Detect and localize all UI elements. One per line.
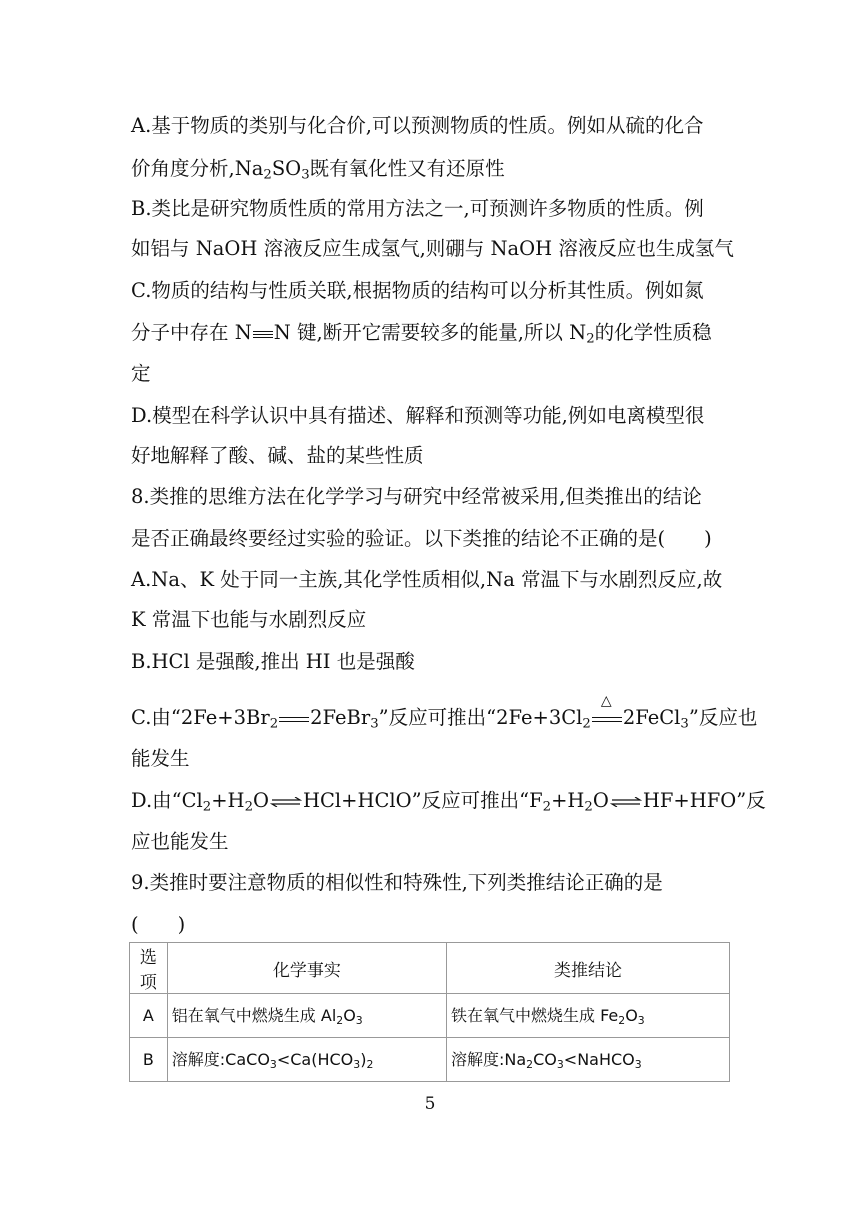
table-cell [167, 994, 446, 1038]
table-row [130, 1038, 730, 1082]
text-run: O [343, 1006, 356, 1026]
question-9-stem: 9.类推时要注意物质的相似性和特殊性,下列类推结论正确的是 [131, 871, 663, 894]
subscript: 3 [355, 1014, 363, 1028]
text-run: 铝在氧气中燃烧生成 Al [171, 1006, 337, 1026]
options-table [129, 942, 730, 1082]
text-line: 是否正确最终要经过实验的验证。以下类推的结论不正确的是( ) [131, 527, 712, 550]
table-cell: B [130, 1038, 168, 1082]
subscript: 2 [618, 1014, 626, 1028]
text-line [131, 788, 766, 821]
subscript: 2 [582, 716, 591, 732]
text-line [131, 320, 712, 353]
subscript: 2 [202, 799, 212, 815]
text-run: HF+HFO”反 [642, 789, 766, 812]
table-header-row [130, 943, 730, 994]
text-run: CO [533, 1050, 557, 1070]
text-run: ”反应可推出“2Fe+3Cl [378, 706, 583, 729]
text-run: O [625, 1006, 638, 1026]
text-run: ”反应也 [688, 706, 758, 729]
text-run: 价角度分析,Na [131, 157, 264, 180]
subscript: 2 [526, 1058, 534, 1072]
question-8-stem: 8.类推的思维方法在化学学习与研究中经常被采用,但类推出的结论 [131, 485, 702, 508]
text-run: 分子中存在 N [131, 321, 252, 344]
text-line [131, 156, 505, 189]
triple-bond-symbol [253, 329, 273, 339]
table-cell [447, 994, 730, 1038]
text-line: C.物质的结构与性质关联,根据物质的结构可以分析其性质。例如氮 [131, 279, 704, 302]
text-run: <Ca(HCO [276, 1050, 354, 1070]
equals-sign [279, 714, 309, 724]
text-run: 铁在氧气中燃烧生成 Fe [451, 1006, 619, 1026]
text-run: 2FeBr [310, 706, 371, 729]
text-run: O [253, 789, 269, 812]
table-row [130, 994, 730, 1038]
text-line: B.HCl 是强酸,推出 HI 也是强酸 [131, 650, 415, 673]
subscript: 3 [269, 1058, 277, 1072]
text-run: N 键,断开它需要较多的能量,所以 N [273, 321, 587, 344]
text-line: D.模型在科学认识中具有描述、解释和预测等功能,例如电离模型很 [131, 404, 705, 427]
page-number: 5 [424, 1094, 436, 1114]
subscript: 3 [634, 1058, 642, 1072]
subscript: 3 [680, 716, 689, 732]
subscript: 3 [637, 1014, 645, 1028]
table-header: 化学事实 [167, 943, 446, 994]
subscript: 2 [269, 716, 279, 732]
subscript: 3 [353, 1058, 361, 1072]
subscript: 2 [263, 167, 272, 183]
subscript: 3 [556, 1058, 564, 1072]
text-line: K 常温下也能与水剧烈反应 [131, 608, 367, 631]
table-cell: A [130, 994, 168, 1038]
text-line: 定 [131, 362, 151, 385]
text-run: C.由“2Fe+3Br [131, 706, 270, 729]
table-header: 选项 [130, 943, 168, 994]
heat-triangle-icon: △ [600, 692, 612, 709]
subscript: 2 [366, 1058, 374, 1072]
text-run: ) [360, 1050, 367, 1070]
text-line: ( ) [131, 913, 186, 936]
reversible-arrow-icon [610, 797, 642, 807]
subscript: 2 [584, 799, 593, 815]
text-line [131, 692, 758, 738]
text-run: +H [551, 789, 585, 812]
table-cell [447, 1038, 730, 1082]
subscript: 2 [586, 331, 595, 347]
text-line: B.类比是研究物质性质的常用方法之一,可预测许多物质的性质。例 [131, 197, 704, 220]
text-run: HCl+HClO”反应可推出“F [303, 789, 543, 812]
subscript: 2 [542, 799, 552, 815]
text-line: A.基于物质的类别与化合价,可以预测物质的性质。例如从硫的化合 [131, 114, 704, 137]
subscript: 2 [244, 799, 253, 815]
text-run: +H [211, 789, 245, 812]
text-line: 好地解释了酸、碱、盐的某些性质 [131, 444, 424, 467]
text-line: 应也能发生 [131, 830, 229, 853]
table-header: 类推结论 [447, 943, 730, 994]
text-run: 溶解度:Na [451, 1050, 527, 1070]
text-run: <NaHCO [563, 1050, 635, 1070]
text-run: O [592, 789, 609, 812]
text-run: 既有氧化性又有还原性 [309, 157, 505, 180]
table-cell [167, 1038, 446, 1082]
subscript: 2 [336, 1014, 344, 1028]
subscript: 3 [370, 716, 379, 732]
reversible-arrow-icon [270, 797, 302, 807]
text-line: 如铝与 NaOH 溶液反应生成氢气,则硼与 NaOH 溶液反应也生成氢气 [131, 237, 734, 260]
text-run: D.由“Cl [131, 789, 203, 812]
text-run: 2FeCl [622, 706, 681, 729]
text-run: 的化学性质稳 [594, 321, 712, 344]
subscript: 3 [301, 167, 310, 183]
text-run: 溶解度:CaCO [171, 1050, 270, 1070]
text-run: SO [271, 157, 302, 180]
text-line: A.Na、K 处于同一主族,其化学性质相似,Na 常温下与水剧烈反应,故 [131, 568, 723, 591]
equals-sign [592, 692, 622, 724]
text-line: 能发生 [131, 747, 190, 770]
